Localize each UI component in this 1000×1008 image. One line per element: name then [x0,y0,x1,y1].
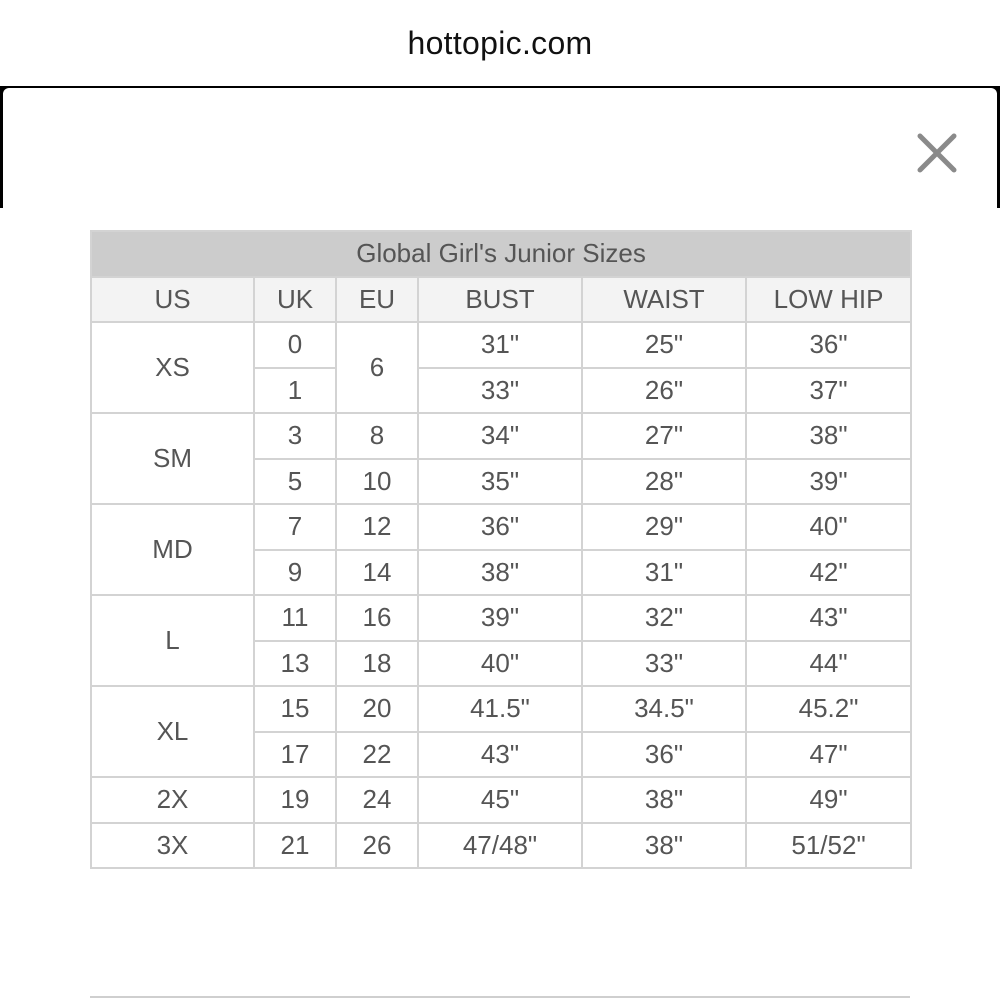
eu-cell: 16 [336,595,418,641]
header-low-hip: LOW HIP [746,277,911,323]
uk-cell: 3 [254,413,336,459]
eu-cell: 24 [336,777,418,823]
uk-cell: 13 [254,641,336,687]
low-hip-cell: 51/52" [746,823,911,869]
close-icon [906,124,966,184]
table-row [91,413,911,459]
low-hip-cell: 49" [746,777,911,823]
uk-cell: 1 [254,368,336,414]
low-hip-cell: 44" [746,641,911,687]
waist-cell: 25" [582,322,746,368]
low-hip-cell: 43" [746,595,911,641]
eu-cell: 22 [336,732,418,778]
bust-cell: 39" [418,595,582,641]
waist-cell: 26" [582,368,746,414]
bust-cell: 40" [418,641,582,687]
us-size-cell: 3X [91,823,254,869]
table-row [91,504,911,550]
header-us: US [91,277,254,323]
header-uk: UK [254,277,336,323]
us-size-cell: L [91,595,254,686]
low-hip-cell: 42" [746,550,911,596]
table-row [91,777,911,823]
waist-cell: 32" [582,595,746,641]
url-text: hottopic.com [407,24,593,61]
table-row [91,686,911,732]
header-bust: BUST [418,277,582,323]
table-row [91,322,911,368]
waist-cell: 38" [582,823,746,869]
bust-cell: 38" [418,550,582,596]
us-size-cell: SM [91,413,254,504]
eu-cell: 8 [336,413,418,459]
us-size-cell: XS [91,322,254,413]
uk-cell: 17 [254,732,336,778]
bust-cell: 36" [418,504,582,550]
waist-cell: 31" [582,550,746,596]
us-size-cell: 2X [91,777,254,823]
waist-cell: 38" [582,777,746,823]
eu-cell: 20 [336,686,418,732]
bust-cell: 43" [418,732,582,778]
table-row [91,595,911,641]
bust-cell: 33" [418,368,582,414]
waist-cell: 34.5" [582,686,746,732]
browser-address-bar[interactable] [0,0,1000,86]
uk-cell: 0 [254,322,336,368]
low-hip-cell: 38" [746,413,911,459]
bust-cell: 35" [418,459,582,505]
eu-cell: 6 [336,322,418,413]
uk-cell: 9 [254,550,336,596]
eu-cell: 14 [336,550,418,596]
eu-cell: 18 [336,641,418,687]
table-row [91,823,911,869]
low-hip-cell: 47" [746,732,911,778]
table-title: Global Girl's Junior Sizes [91,231,911,277]
low-hip-cell: 40" [746,504,911,550]
eu-cell: 26 [336,823,418,869]
low-hip-cell: 37" [746,368,911,414]
low-hip-cell: 36" [746,322,911,368]
uk-cell: 11 [254,595,336,641]
uk-cell: 15 [254,686,336,732]
size-chart-table [90,230,912,869]
eu-cell: 12 [336,504,418,550]
bust-cell: 47/48" [418,823,582,869]
waist-cell: 28" [582,459,746,505]
low-hip-cell: 39" [746,459,911,505]
bust-cell: 45" [418,777,582,823]
header-eu: EU [336,277,418,323]
us-size-cell: XL [91,686,254,777]
us-size-cell: MD [91,504,254,595]
uk-cell: 7 [254,504,336,550]
uk-cell: 5 [254,459,336,505]
waist-cell: 27" [582,413,746,459]
waist-cell: 36" [582,732,746,778]
waist-cell: 29" [582,504,746,550]
low-hip-cell: 45.2" [746,686,911,732]
header-waist: WAIST [582,277,746,323]
bust-cell: 41.5" [418,686,582,732]
bust-cell: 34" [418,413,582,459]
bust-cell: 31" [418,322,582,368]
waist-cell: 33" [582,641,746,687]
divider [90,996,910,998]
close-button[interactable] [906,124,966,184]
uk-cell: 21 [254,823,336,869]
uk-cell: 19 [254,777,336,823]
eu-cell: 10 [336,459,418,505]
